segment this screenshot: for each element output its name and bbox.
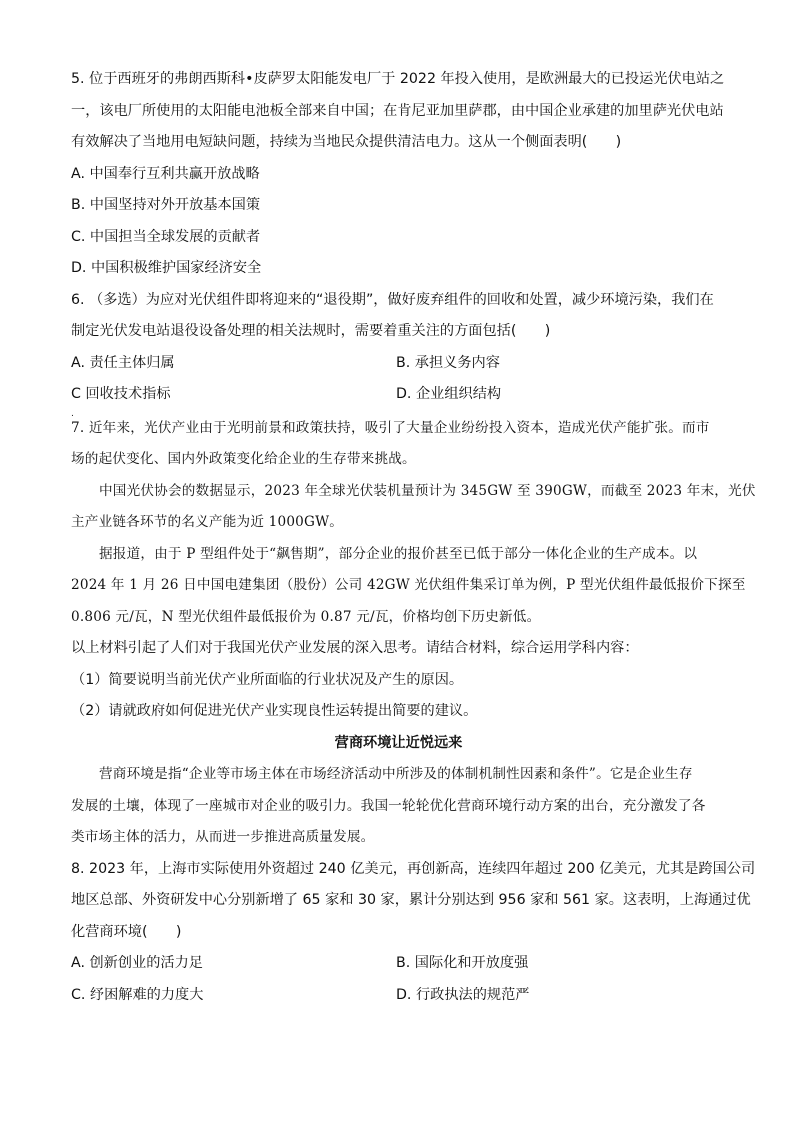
exam-page	[71, 64, 756, 1011]
question-7-material-line-1: 7. 近年来，光伏产业由于光明前景和政策扶持，吸引了大量企业纷纷投入资本，造成光伏产能扩张。而市	[71, 419, 710, 436]
section-intro-line-3: 类市场主体的活力，从而进一步推进高质量发展。	[71, 829, 375, 845]
question-6	[71, 285, 726, 419]
question-5-line-1: 5. 位于西班牙的弗朗西斯科•皮萨罗太阳能发电厂于 2022 年投入使用，是欧洲最大的已投运光伏电站之	[71, 71, 725, 87]
question-8-option-d: D. 行政执法的规范严	[396, 986, 530, 1003]
question-7-material-line-2: 场的起伏变化、国内外政策变化给企业的生存带来挑战。	[71, 451, 416, 467]
question-6-option-d: D. 企业组织结构	[396, 386, 502, 402]
question-7-material3-line-3: 0.806 元/瓦，N 型光伏组件最低报价为 0.87 元/瓦，价格均创下历史新低。	[71, 608, 541, 625]
section-business-environment	[71, 728, 726, 854]
question-5-option-a: A. 中国奉行互利共赢开放战略	[71, 165, 260, 182]
question-5-option-b: B. 中国坚持对外开放基本国策	[71, 197, 261, 213]
question-8	[71, 854, 756, 1012]
question-8-option-a: A. 创新创业的活力足	[71, 955, 203, 971]
question-6-option-b: B. 承担义务内容	[396, 354, 500, 371]
question-7-material3-line-2: 2024 年 1 月 26 日中国电建集团（股份）公司 42GW 光伏组件集采订单为例，P 型光伏组件最低报价下探至	[71, 577, 746, 593]
question-8-option-b: B. 国际化和开放度强	[396, 955, 529, 971]
question-7-subquestion-2: （2）请就政府如何促进光伏产业实现良性运转提出简要的建议。	[71, 703, 478, 719]
question-5-line-3: 有效解决了当地用电短缺问题，持续为当地民众提供清洁电力。这从一个侧面表明( )	[71, 134, 622, 150]
question-8-option-c: C. 纾困解难的力度大	[71, 986, 204, 1003]
section-intro-line-2: 发展的土壤，体现了一座城市对企业的吸引力。我国一轮轮优化营商环境行动方案的出台，充分激发了各	[71, 797, 706, 814]
section-intro-line-1: 营商环境是指“企业等市场主体在市场经济活动中所涉及的体制机制性因素和条件”。它是企业生存	[99, 766, 693, 782]
question-6-options-row-1	[71, 348, 726, 380]
question-7-material2-line-2: 主产业链各环节的名义产能为近 1000GW。	[71, 514, 344, 530]
question-5-option-c: C. 中国担当全球发展的贡献者	[71, 228, 261, 245]
question-7-prompt: 以上材料引起了人们对于我国光伏产业发展的深入思考。请结合材料，综合运用学科内容：	[71, 640, 639, 656]
question-5-line-2: 一，该电厂所使用的太阳能电池板全部来自中国；在肯尼亚加里萨郡，由中国企业承建的加里萨光伏电站	[71, 102, 724, 119]
question-6-option-c: C 回收技术指标	[71, 386, 171, 402]
question-6-option-a: A. 责任主体归属	[71, 354, 175, 371]
question-7-material2-line-1: 中国光伏协会的数据显示，2023 年全球光伏装机量预计为 345GW 至 390GW，而截至 2023 年末，光伏	[99, 482, 756, 499]
question-5	[71, 64, 726, 285]
question-8-line-1: 8. 2023 年，上海市实际使用外资超过 240 亿美元，再创新高，连续四年超过 200 亿美元，尤其是跨国公司	[71, 860, 756, 877]
question-6-line-1: 6. （多选）为应对光伏组件即将迎来的“退役期”，做好废弃组件的回收和处置，减少环境污染，我们在	[71, 291, 714, 308]
question-8-line-3: 化营商环境( )	[71, 923, 182, 940]
question-8-line-2: 地区总部、外资研发中心分别新增了 65 家和 30 家，累计分别达到 956 家和 561 家。这表明，上海通过优	[71, 892, 751, 908]
section-title: 营商环境让近悦远来	[334, 734, 463, 751]
question-7-material3-line-1: 据报道，由于 P 型组件处于“飙售期”，部分企业的报价甚至已低于部分一体化企业的生产成本。以	[99, 545, 698, 562]
question-8-options-row-1	[71, 948, 726, 980]
question-7-subquestion-1: （1）简要说明当前光伏产业所面临的行业状况及产生的原因。	[71, 671, 464, 688]
question-7	[71, 413, 756, 728]
question-6-options-row-2	[71, 379, 726, 419]
stray-mark: .	[71, 409, 74, 419]
question-5-option-d: D. 中国积极维护国家经济安全	[71, 260, 262, 276]
question-6-line-2: 制定光伏发电站退役设备处理的相关法规时，需要着重关注的方面包括( )	[71, 323, 551, 339]
question-8-options-row-2	[71, 980, 726, 1012]
